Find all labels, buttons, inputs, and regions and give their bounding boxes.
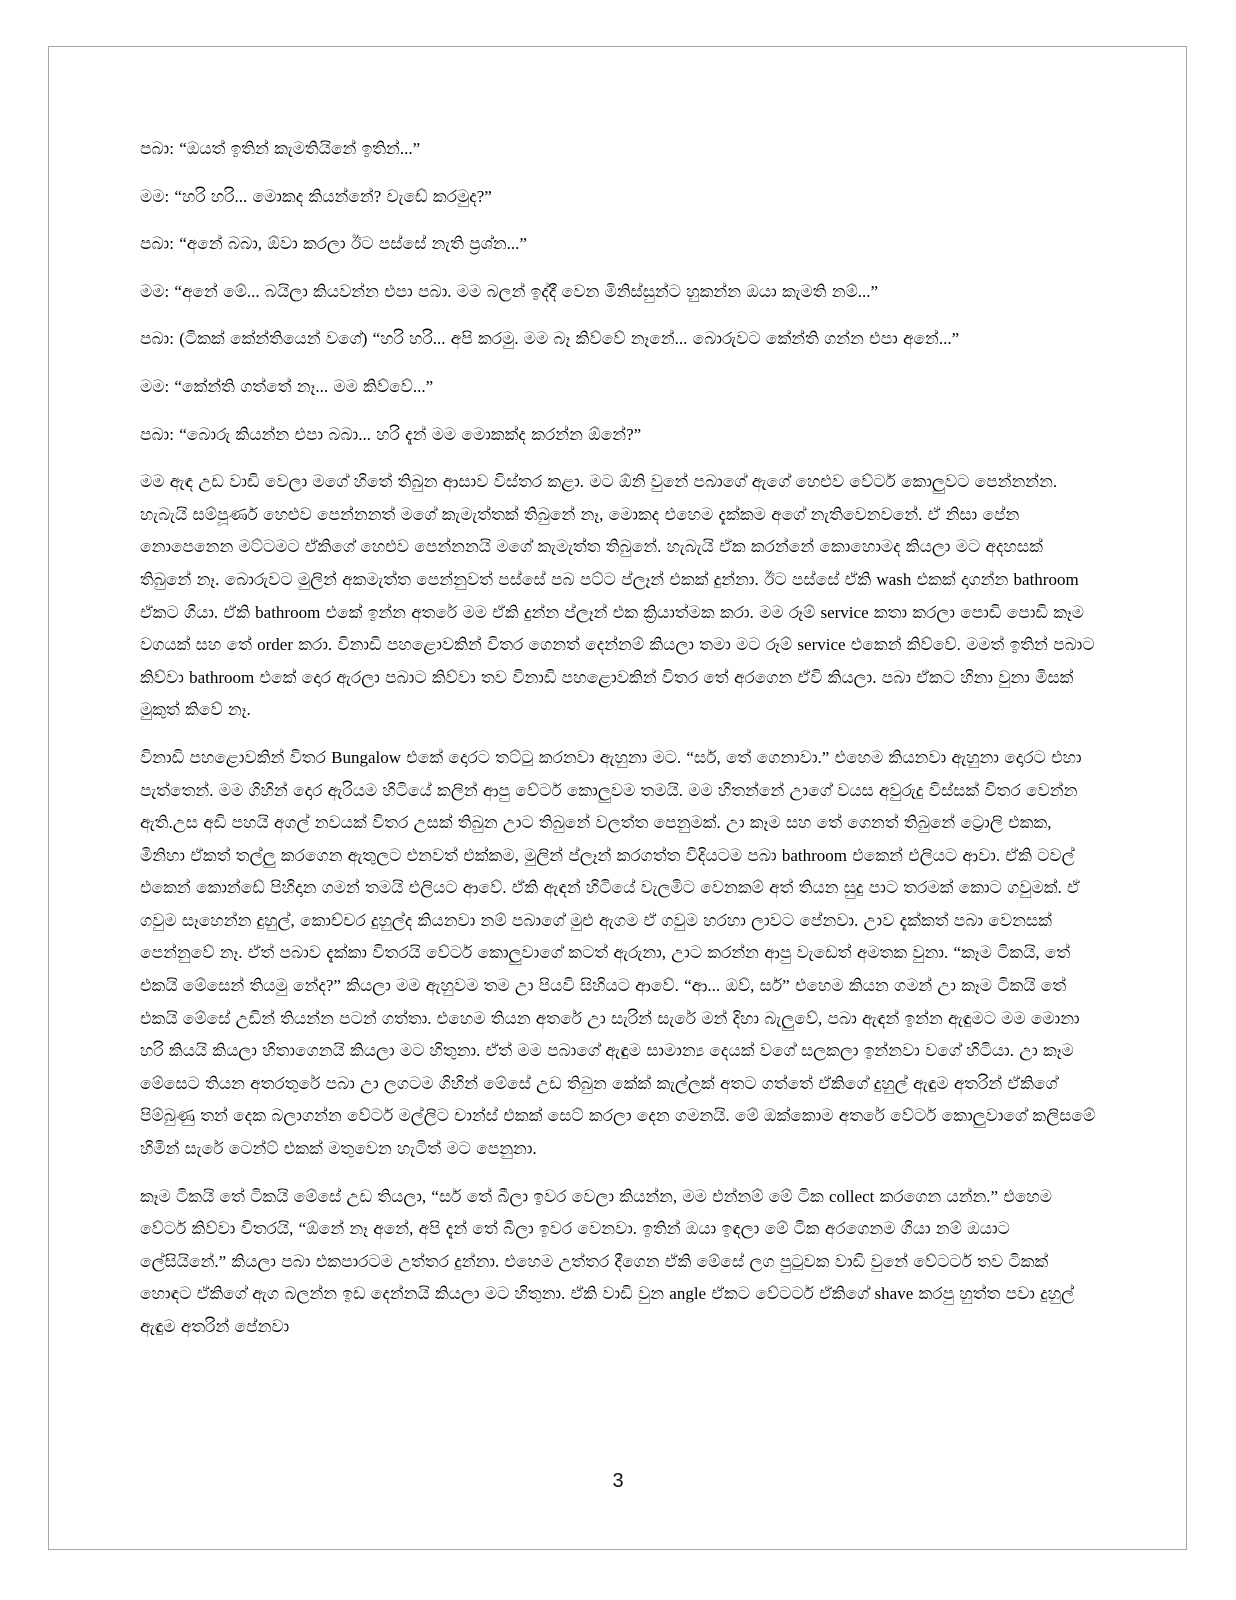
dialogue-paragraph: මම: “අනේ මේ... බයිලා කියවන්න එපා පබා. මම බලන් ඉද්දී වෙන මිනිස්සුන්ට හුකන්න ඔයා කැමති නම්...” [140, 281, 879, 301]
page-body-text [140, 133, 1098, 1359]
page-number: 3 [612, 1470, 624, 1492]
dialogue-paragraph: පබා: “අනේ බබා, ඕවා කරලා ඊට පස්සේ නැති ප්‍රශ්න...” [140, 234, 527, 254]
dialogue-paragraph: මම: “හරි හරි... මොකද කියන්නේ? වැඩේ කරමුද?” [140, 186, 492, 206]
dialogue-paragraph: පබා: “බොරු කියන්න එපා බබා... හරි දැන් මම මොකක්ද කරන්න ඕනේ?” [140, 424, 642, 444]
dialogue-paragraph: පබා: (ටිකක් කේන්තියෙන් වගේ) “හරි හරි... අපි කරමු. මම බෑ කිව්වේ නෑනේ... බොරුවට කේන්ති ගන්න එපා අනේ...” [140, 329, 960, 349]
story-paragraph: විනාඩි පහළොවකින් විතර Bungalow එකේ දොරට තට්ටු කරනවා ඇහුනා මට. “සර්, තේ ගෙනාවා.” එහෙම කියනවා ඇහුනා දොරට එහා පැත්තෙන්. මම ගිහින් දොර ඇරියම හිටියේ කලින් ආපු වේටර් කොලුවම තමයි. මම හිතන්නේ උාගේ වයස අවුරුදු විස්සක් විතර වෙන්න ඇති.උස අඩි පහයි අගල් නවයක් විතර උසක් තිබුන උාට තිබුනේ වලත්ත පෙනුමක්. උා කෑම සහ තේ ගෙනත් තිබුනේ ට්‍රොලි එකක, මිනිහා ඒකත් තල්ලු කරගෙන ඇතුලට එනවත් එක්කම, මුලින් ප්ලෑන් කරගත්ත විදියටම පබා bathroom එකෙන් එලියට ආවා. ඒකි ටවල් එකෙන් කොන්ඩේ පිහිදාන ගමන් තමයි එලියට ආවේ. ඒකි ඇඳන් හිටියේ වැලමිට වෙනකම් අත් තියන සුදු පාට තරමක් කොට ගවුමක්. ඒ ගවුම සෑහෙන්න දුහුල්, කොච්චර දුහුල්ද කියනවා නම් පබාගේ මුළු ඇගම ඒ ගවුම හරහා ලාවට පේනවා. උාව දැක්කත් පබා වෙනසක් පෙන්නුවේ නෑ. ඒත් පබාව දැක්කා විතරයි වේටර් කොලුවාගේ කටත් ඇරුනා, උාට කරන්න ආපු වැඩෙත් අමතක වුනා. “කෑම ටිකයි, තේ එකයි මේසෙන් තියමු නේද?” කියලා මම ඇහුවම තම උා පියවි සිහියට ආවේ. “ආ... ඔව්, සර්” එහෙම කියන ගමන් උා කෑම ටිකයි තේ එකයි මේසේ උඩින් තියන්න පටන් ගත්තා. එහෙම තියන අතරේ උා සැරින් සැරේ මන් දිහා බැලුවේ, පබා ඇඳන් ඉන්න ඇඳුමට මම මොනා හරි කියයි කියලා හිතාගෙනයි කියලා මට හිතුනා. ඒත් මම පබාගේ ඇඳුම සාමාන්‍ය දෙයක් වගේ සලකලා ඉන්නවා වගේ හිටියා. උා කෑම මේසෙට තියන අතරතුරේ පබා උා ලගටම ගිහින් මේසේ උඩ තිබුන කේක් කැල්ලක් අතට ගත්තේ ඒකිගේ දුහුල් ඇඳුම අතරින් ඒකිගේ පිම්බුණු තන් දෙක බලාගන්න වේටර් මල්ලිට චාන්ස් එකක් සෙට් කරලා දෙන ගමනයි. මේ ඔක්කොම අතරේ වේටර් කොලුවාගේ කලිසමේ හිමින් සැරේ ටෙන්ට් එකක් මතුවෙන හැටිත් මට පෙනුනා. [140, 747, 1096, 1159]
dialogue-paragraph: මම: “කේන්ති ගත්තේ නෑ... මම කිව්වේ...” [140, 376, 434, 396]
story-paragraph: කෑම ටිකයි තේ ටිකයි මේසේ උඩ තියලා, “සර් තේ බීලා ඉවර වෙලා කියන්න, මම එන්නම් මේ ටික collect කරගෙන යන්න.” එහෙම වේටර් කිව්වා විතරයි, “ඕනේ නෑ අනේ, අපි දැන් තේ බීලා ඉවර වෙනවා. ඉතින් ඔයා ඉඳලා මේ ටික අරගෙනම ගියා නම් ඔයාට ලේසියිනේ.” කියලා පබා එකපාරටම උත්තර දුන්නා. එහෙම උත්තර දීගෙන ඒකි මේසේ ලග පුටුවක වාඩි වුනේ වේටර්ට තව ටිකක් හොඳට ඒකිගේ ඇග බලන්න ඉඩ දෙන්නයි කියලා මට හිතුනා. ඒකි වාඩි වුන angle ඒකට වේටර්ට ඒකිගේ shave කරපු හුත්ත පවා දුහුල් ඇඳුම අතරින් පේනවා [140, 1186, 1075, 1336]
dialogue-paragraph: පබා: “ඔයත් ඉතින් කැමතියිනේ ඉතින්...” [140, 139, 421, 158]
story-paragraph: මම ඇඳ උඩ වාඩි වෙලා මගේ හිතේ තිබුන ආසාව විස්තර කළා. මට ඕනි වුනේ පබාගේ ඇගේ හෙළුව වේටර් කොලුවට පෙන්නන්න. හැබැයි සම්පූර්ණ හෙළුව පෙන්නනත් මගේ කැමැත්තක් තිබුනේ නෑ, මොකද එහෙම දැක්කම අගේ නැතිවෙනවනේ. ඒ නිසා පේන නොපෙනෙන මට්ටමට ඒකිගේ හෙළුව පෙන්නනයි මගේ කැමැත්ත තිබුනේ. හැබැයි ඒක කරන්නේ කොහොමද කියලා මට අදහසක් තිබුනේ නෑ. බොරුවට මුලින් අකමැත්ත පෙන්නුවත් පස්සේ පබ පට්ට ප්ලෑන් එකක් දුන්නා. ඊට පස්සේ ඒකි wash එකක් දාගන්න bathroom ඒකට ගියා. ඒකි bathroom එකේ ඉන්න අතරේ මම ඒකි දුන්න ප්ලෑන් එක ක්‍රියාත්මක කරා. මම රූම් service කතා කරලා පොඩි පොඩි කෑම වගයක් සහ තේ order කරා. විනාඩි පහළොවකින් විතර ගෙනත් දෙන්නම් කියලා තමා මට රූම් service එකෙන් කිව්වේ. මමත් ඉතින් පබාට කිව්වා bathroom එකේ දොර ඇරලා පබාට කිව්වා තව විනාඩි පහළොවකින් විතර තේ අරගෙන ඒවි කියලා. පබා ඒකට හිනා වුනා මිසක් මුකුත් කිවේ නෑ. [140, 472, 1095, 720]
